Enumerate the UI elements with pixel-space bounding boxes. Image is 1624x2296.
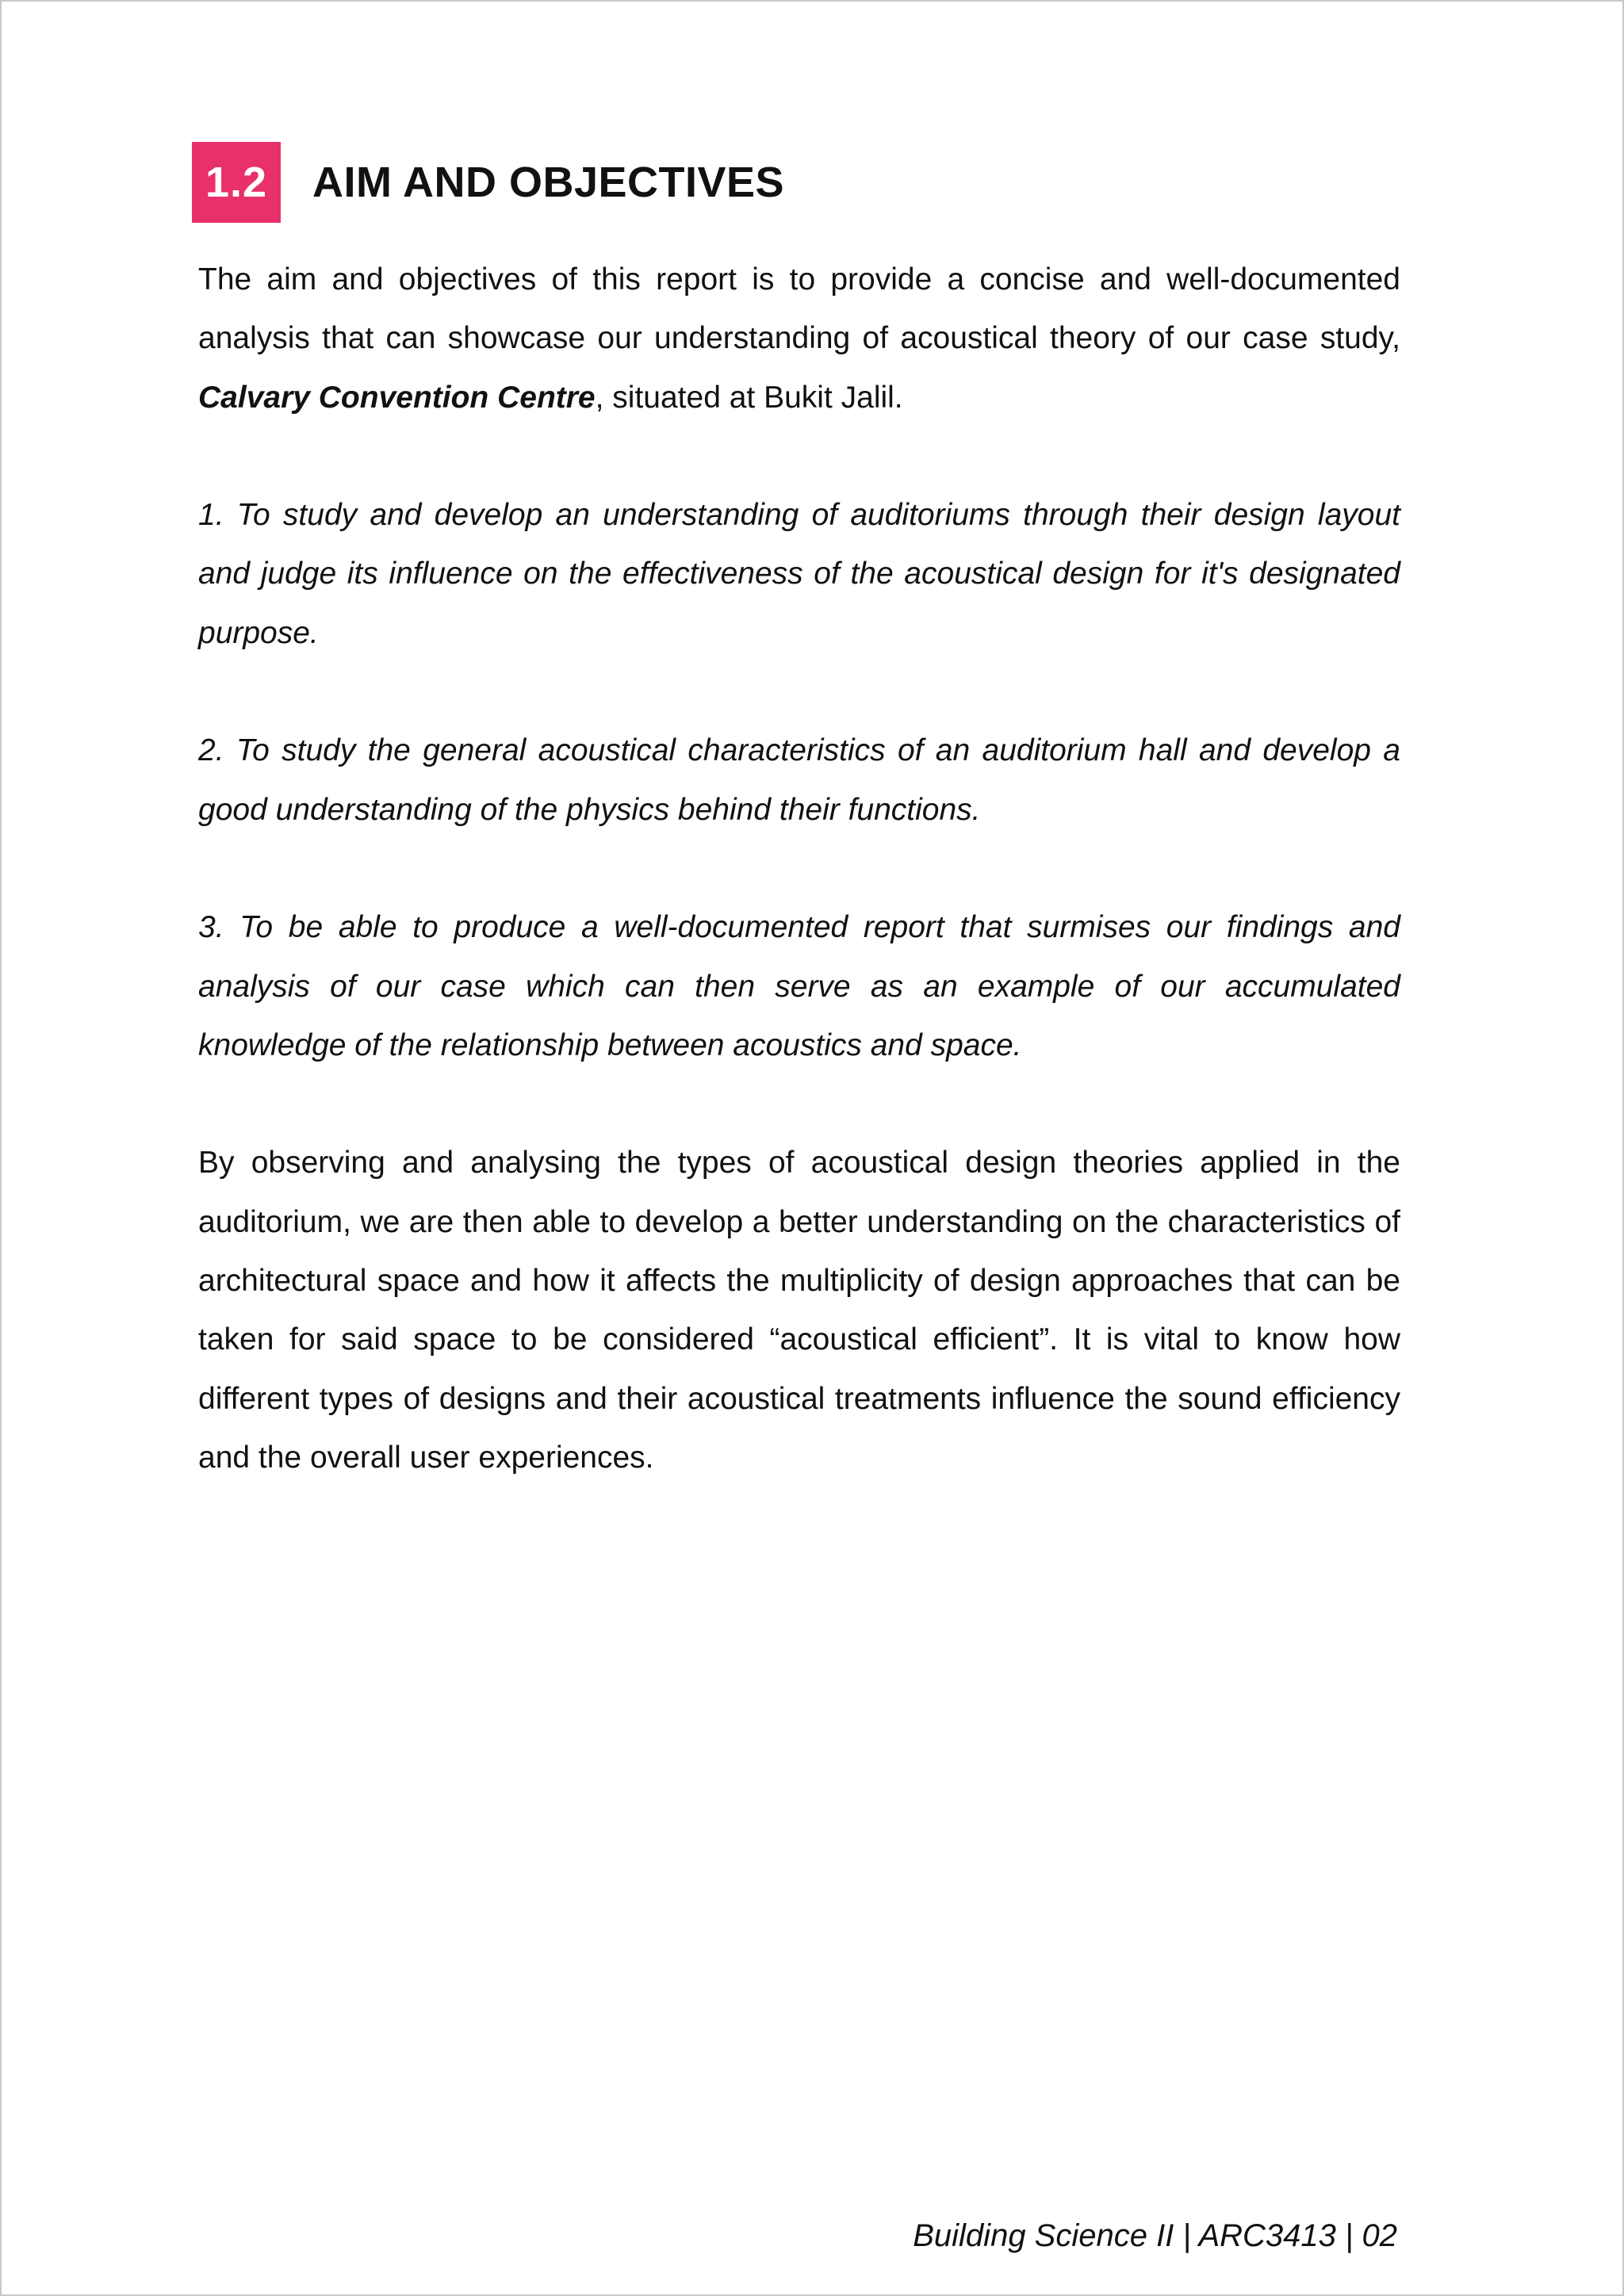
objective-item-3: 3. To be able to produce a well-documented report that surmises our findings and analysis of our case which can then serve as an example of our accumulated knowledge of the relationship between acoustics and space. <box>198 910 1400 1062</box>
page-footer: Building Science II | ARC3413 | 02 <box>913 2218 1397 2253</box>
section-title: AIM AND OBJECTIVES <box>312 159 785 206</box>
intro-text-before: The aim and objectives of this report is to provide a concise and well-documented analysis that can showcase our understanding of acoustical theory of our case study, <box>198 262 1400 356</box>
objective-item-1: 1. To study and develop an understanding of auditoriums through their design layout and judge its influence on the effectiveness of the acoustical design for it's designated purpose. <box>198 498 1400 650</box>
paragraph-spacer <box>198 427 1400 486</box>
conclusion-paragraph: By observing and analysing the types of acoustical design theories applied in the auditorium, we are then able to develop a better understanding on the characteristics of architectural space and how it affects the multiplicity of design approaches that can be taken for said space to be considered “acoustical efficient”. It is vital to know how different types of designs and their acoustical treatments influence the sound efficiency and the overall user experiences. <box>198 1146 1400 1475</box>
section-number-badge: 1.2 <box>192 142 281 223</box>
case-study-name: Calvary Convention Centre <box>198 380 596 415</box>
paragraph-spacer <box>198 663 1400 721</box>
body-content <box>198 251 1400 1487</box>
paragraph-spacer <box>198 1075 1400 1134</box>
objective-item-2: 2. To study the general acoustical characteristics of an auditorium hall and develop a good understanding of the physics behind their functions. <box>198 733 1400 827</box>
paragraph-spacer <box>198 840 1400 898</box>
intro-text-after: , situated at Bukit Jalil. <box>595 380 903 415</box>
section-header <box>192 141 784 224</box>
intro-paragraph <box>198 251 1400 427</box>
